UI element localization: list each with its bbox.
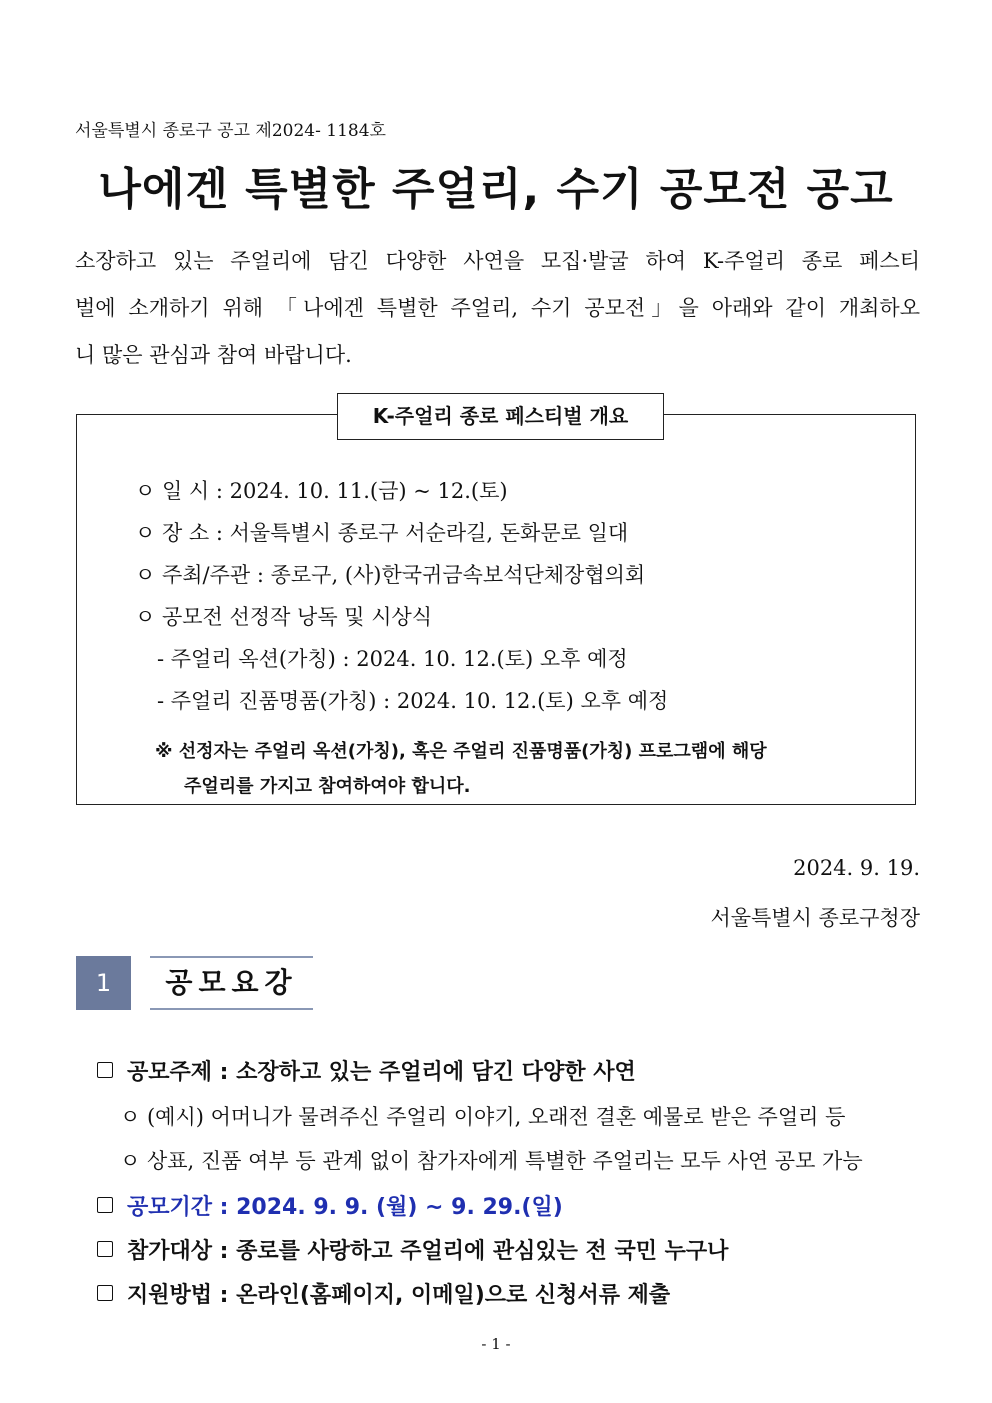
intro-line: 니 많은 관심과 참여 바랍니다. xyxy=(75,343,352,367)
section-title: 공모요강 xyxy=(150,956,313,1010)
checkbox-square-icon xyxy=(97,1285,113,1301)
notice-signer: 서울특별시 종로구청장 xyxy=(710,906,920,930)
checkbox-square-icon xyxy=(97,1241,113,1257)
requirement-eligibility xyxy=(97,1234,728,1265)
festival-item-host: ㅇ 주최/주관 : 종로구, (사)한국귀금속보석단체장협의회 xyxy=(135,563,646,587)
requirement-period-text: 공모기간 : 2024. 9. 9. (월) ~ 9. 29.(일) xyxy=(127,1195,563,1220)
intro-line: 소장하고 있는 주얼리에 담긴 다양한 사연을 모집·발굴 하여 K-주얼리 종로 페스티 xyxy=(75,249,920,273)
page-title: 나에겐 특별한 주얼리, 수기 공모전 공고 xyxy=(98,164,894,215)
notice-date: 2024. 9. 19. xyxy=(793,856,920,880)
requirement-theme-text: 공모주제 : 소장하고 있는 주얼리에 담긴 다양한 사연 xyxy=(127,1060,636,1085)
festival-overview-title: K-주얼리 종로 페스티벌 개요 xyxy=(337,393,664,440)
intro-line: 벌에 소개하기 위해 「나에겐 특별한 주얼리, 수기 공모전」을 아래와 같이 개최하오 xyxy=(75,296,920,320)
checkbox-square-icon xyxy=(97,1062,113,1078)
festival-subitem-appraisal: - 주얼리 진품명품(가칭) : 2024. 10. 12.(토) 오후 예정 xyxy=(157,689,669,713)
festival-note: ※ 선정자는 주얼리 옥션(가칭), 혹은 주얼리 진품명품(가칭) 프로그램에 해당 xyxy=(155,741,767,762)
festival-item-ceremony: ㅇ 공모전 선정작 낭독 및 시상식 xyxy=(135,605,433,629)
festival-subitem-auction: - 주얼리 옥션(가칭) : 2024. 10. 12.(토) 오후 예정 xyxy=(157,647,628,671)
theme-example: ㅇ (예시) 어머니가 물려주신 주얼리 이야기, 오래전 결혼 예물로 받은 주얼리 등 xyxy=(120,1105,846,1129)
page-number: - 1 - xyxy=(481,1335,511,1353)
theme-scope: ㅇ 상표, 진품 여부 등 관계 없이 참가자에게 특별한 주얼리는 모두 사연 공모 가능 xyxy=(120,1149,863,1173)
festival-note-continued: 주얼리를 가지고 참여하여야 합니다. xyxy=(184,776,471,797)
requirement-method-text: 지원방법 : 온라인(홈페이지, 이메일)으로 신청서류 제출 xyxy=(127,1283,671,1308)
intro-paragraph xyxy=(75,238,920,379)
checkbox-square-icon xyxy=(97,1197,113,1213)
notice-number: 서울특별시 종로구 공고 제2024- 1184호 xyxy=(75,121,386,141)
requirement-period xyxy=(97,1190,563,1221)
requirement-eligibility-text: 참가대상 : 종로를 사랑하고 주얼리에 관심있는 전 국민 누구나 xyxy=(127,1239,729,1264)
section-number-badge: 1 xyxy=(76,956,131,1010)
requirement-theme xyxy=(97,1055,636,1086)
requirement-method xyxy=(97,1278,670,1309)
festival-item-place: ㅇ 장 소 : 서울특별시 종로구 서순라길, 돈화문로 일대 xyxy=(135,521,629,545)
festival-item-date: ㅇ 일 시 : 2024. 10. 11.(금) ~ 12.(토) xyxy=(135,479,508,503)
